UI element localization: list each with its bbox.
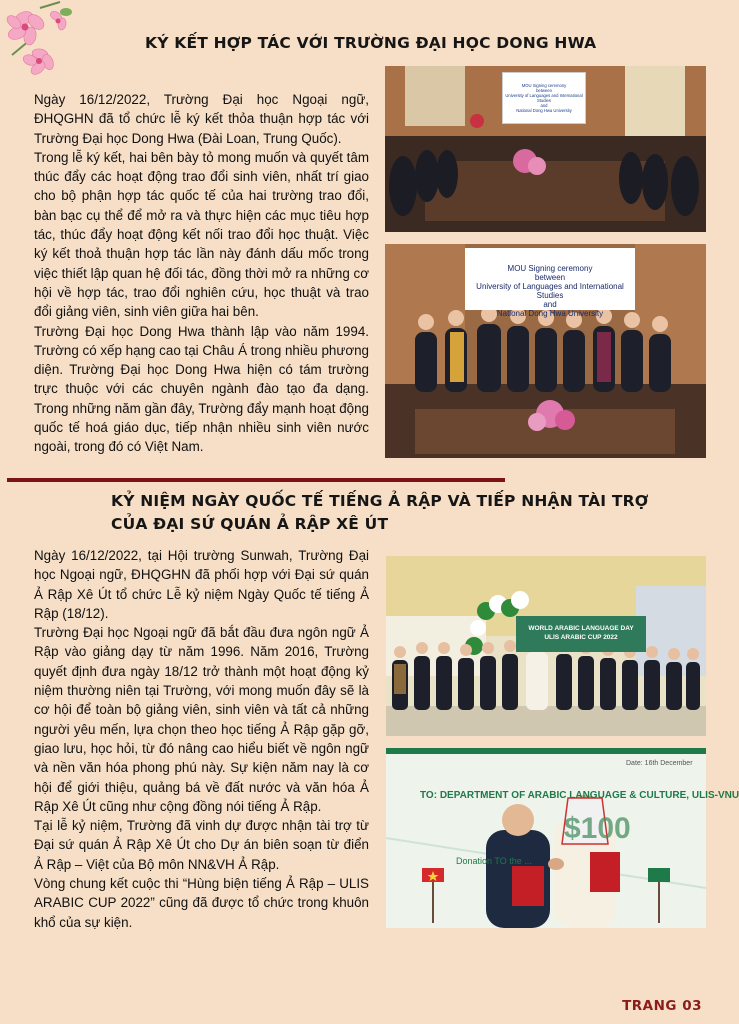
screen-line: between: [536, 88, 552, 93]
screen-line: University of Languages and International Studies: [476, 282, 624, 300]
section2-paragraph: Vòng chung kết cuộc thi “Hùng biện tiếng Ả Rập – ULIS ARABIC CUP 2022” cũng đã được tổ chức trong khuôn khổ của sự kiện.: [34, 876, 369, 930]
flower-decoration-icon: [0, 0, 80, 80]
screen-line: University of Languages and International Studies: [505, 93, 583, 103]
banner-line: ULIS ARABIC CUP 2022: [544, 634, 618, 641]
banner-line: WORLD ARABIC LANGUAGE DAY: [528, 625, 634, 632]
screen-line: and: [543, 300, 557, 309]
screen-line: MOU Signing ceremony: [521, 83, 567, 88]
section2-paragraph: Tại lễ kỷ niệm, Trường đã vinh dự được nhận tài trợ từ Đại sứ quán Ả Rập Xê Út cho Dự án biên soạn từ điển Ả Rập – Việt của Bộ môn NN&VH Ả Rập.: [34, 818, 369, 872]
section2-title-line2: CỦA ĐẠI SỨ QUÁN Ả RẬP XÊ ÚT: [111, 515, 389, 533]
screen-line: MOU Signing ceremony: [507, 264, 593, 273]
section1-body: [34, 90, 369, 457]
section-divider: [7, 478, 505, 482]
to-line-text: TO: DEPARTMENT OF ARABIC LANGUAGE & CULTURE, ULIS-VNU: [420, 790, 739, 801]
section2-paragraph: Ngày 16/12/2022, tại Hội trường Sunwah, Trường Đại học Ngoại ngữ, ĐHQGHN đã phối hợp với Đại sứ quán Ả Rập Xê Út tổ chức Lễ kỷ niệm Ngày Quốc tế tiếng Ả Rập (18/12).: [34, 548, 369, 621]
section1-paragraph: Trong lễ ký kết, hai bên bày tỏ mong muốn và quyết tâm thúc đẩy các hoạt động trao đổi sinh viên, nhất trí giao cho bộ phận hợp tác quốc tế của hai trường trao đổi, bàn bạc cụ thể để mở ra và thực hiện các mục tiêu hợp tác, thúc đẩy hoạt động kết nối trao đổi học thuật. Việc ký kết thoả thuận hợp tác lần này đánh dấu mốc trong việc thiết lập quan hệ đối tác, đồng thời mở ra những cơ hội về hợp tác, trao đổi nghiên cứu, học thuật và trao đổi giảng viên, sinh viên giữa hai bên.: [34, 149, 369, 320]
section1-paragraph: Ngày 16/12/2022, Trường Đại học Ngoại ngữ, ĐHQGHN đã tổ chức lễ ký kết thỏa thuận hợp tác với Trường Đại học Dong Hwa (Đài Loan, Trung Quốc).: [34, 92, 369, 146]
presentation-screen: [465, 248, 635, 318]
section1-title: KÝ KẾT HỢP TÁC VỚI TRƯỜNG ĐẠI HỌC DONG HWA: [145, 34, 597, 52]
donation-ceremony-photo: [386, 748, 739, 928]
presentation-screen: [502, 72, 586, 124]
section2-body: [34, 546, 369, 932]
section2-title-line1: KỶ NIỆM NGÀY QUỐC TẾ TIẾNG Ả RẬP VÀ TIẾP NHẬN TÀI TRỢ: [111, 492, 649, 510]
screen-line: National Dong Hwa University: [496, 309, 604, 318]
section2-paragraph: Trường Đại học Ngoại ngữ đã bắt đầu đưa ngôn ngữ Ả Rập vào giảng dạy từ năm 1996. Năm 2016, Trường quyết định đưa ngày 18/12 trở thành một hoạt động kỷ niệm thường niên tại Trường, với mong muốn đây sẽ là cơ hội để toàn bộ giảng viên, sinh viên và tất cả những người yêu mến, lựa chọn theo học tiếng Ả Rập gặp gỡ, giao lưu, học hỏi, từ đó nâng cao hiểu biết về ngôn ngữ và nền văn hóa phong phú này. Sự kiện năm nay là cơ hội để giới thiệu, quảng bá về đất nước và văn hóa Ả Rập Xê Út cũng như cộng đồng nói tiếng Ả Rập.: [34, 625, 369, 814]
event-banner: [516, 616, 646, 652]
screen-line: between: [534, 273, 566, 282]
signing-meeting-photo: [385, 66, 706, 232]
section1-paragraph: Trường Đại học Dong Hwa thành lập vào năm 1994. Trường có xếp hạng cao tại Châu Á trong nhiều phương diện. Trường Đại học Dong Hwa hiện có tám trường trực thuộc với các chuyên ngành đào tạo đa dạng. Trong những năm gần đây, Trường đẩy mạnh hoạt động quốc tế hoá giáo dục, tiếp nhận nhiều sinh viên nước ngoài, trong đó có Việt Nam.: [34, 323, 370, 455]
donation-amount: $100: [564, 812, 631, 845]
screen-line: and: [540, 103, 548, 108]
group-photo-dong-hwa: [385, 244, 706, 458]
donation-line: Donation TO the ...: [456, 856, 532, 866]
date-text: Date: 16th December: [626, 760, 693, 767]
arabic-day-group-photo: [386, 556, 706, 736]
screen-line: National Dong Hwa University: [516, 108, 572, 113]
page-number: TRANG 03: [622, 998, 702, 1014]
